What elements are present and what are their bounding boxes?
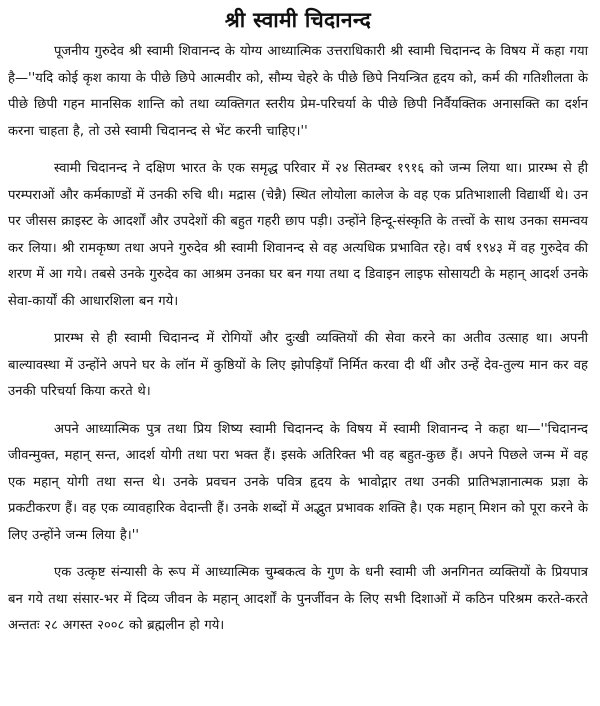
paragraph-service: प्रारम्भ से ही स्वामी चिदानन्द में रोगियों और दुःखी व्यक्तियों की सेवा करने का अतीव उत्साह था। अपनी बाल्यावस्था में उन्होंने अपने घर के लॉन में कुष्ठियों के लिए झोपड़ियाँ निर्मित करवा दी थीं और उन्हें देव-तुल्य मान कर वह उनकी परिचर्या किया करते थे।: [8, 331, 588, 399]
paragraph-early-life: स्वामी चिदानन्द ने दक्षिण भारत के एक समृद्ध परिवार में २४ सितम्बर १९१६ को जन्म लिया था। प्रारम्भ से ही परम्पराओं और कर्मकाण्डों में उनकी रुचि थी। मद्रास (चेन्नै) स्थित लोयोला कालेज के वह एक प्रतिभाशाली विद्यार्थी थे। उन पर जीसस क्राइस्ट के आदर्शों और उपदेशों की बहुत गहरी छाप पड़ी। उन्होंने हिन्दू-संस्कृति के तत्त्वों के साथ उनका समन्वय कर लिया। श्री रामकृष्ण तथा अपने गुरुदेव श्री स्वामी शिवानन्द से वह अत्यधिक प्रभावित रहे। वर्ष १९४३ में वह गुरुदेव की शरण में आ गये। तबसे उनके गुरुदेव का आश्रम उनका घर बन गया तथा द डिवाइन लाइफ सोसायटी के महान् आदर्श उनके सेवा-कार्यों की आधारशिला बन गये।: [8, 161, 588, 309]
paragraph-conclusion: एक उत्कृष्ट संन्यासी के रूप में आध्यात्मिक चुम्बकत्व के गुण के धनी स्वामी जी अनगिनत व्यक्तियों के प्रियपात्र बन गये तथा संसार-भर में दिव्य जीवन के महान् आदर्शों के पुनर्जीवन के लिए सभी दिशाओं में कठिन परिश्रम करते-करते अन्ततः २८ अगस्त २००८ को ब्रह्मलीन हो गये।: [8, 565, 588, 633]
page-title: श्री स्वामी चिदानन्द: [224, 8, 372, 32]
paragraph-intro-quote: पूजनीय गुरुदेव श्री स्वामी शिवानन्द के योग्य आध्यात्मिक उत्तराधिकारी श्री स्वामी चिदानन्द के विषय में कहा गया है—''यदि कोई कृश काया के पीछे छिपे आत्मवीर को, सौम्य चेहरे के पीछे छिपे नियन्त्रित हृदय को, कर्म की गतिशीलता के पीछे छिपी गहन मानसिक शान्ति को तथा व्यक्तिगत स्तरीय प्रेम-परिचर्या के पीछे छिपी निर्वैयक्तिक अनासक्ति का दर्शन करना चाहता है, तो उसे स्वामी चिदानन्द से भेंट करनी चाहिए।'': [8, 44, 588, 139]
paragraph-sivananda-quote: अपने आध्यात्मिक पुत्र तथा प्रिय शिष्य स्वामी चिदानन्द के विषय में स्वामी शिवानन्द ने कहा था—''चिदानन्द जीवन्मुक्त, महान् सन्त, आदर्श योगी तथा परा भक्त हैं। इसके अतिरिक्त भी वह बहुत-कुछ हैं। अपने पिछले जन्म में वह एक महान् योगी तथा सन्त थे। उनके प्रवचन उनके पवित्र हृदय के भावोद्गार तथा उनकी प्रातिभज्ञानात्मक प्रज्ञा के प्रकटीकरण हैं। वह एक व्यावहारिक वेदान्ती हैं। उनके शब्दों में अद्भुत प्रभावक शक्ति है। एक महान् मिशन को पूरा करने के लिए उन्होंने जन्म लिया है।'': [8, 421, 588, 543]
